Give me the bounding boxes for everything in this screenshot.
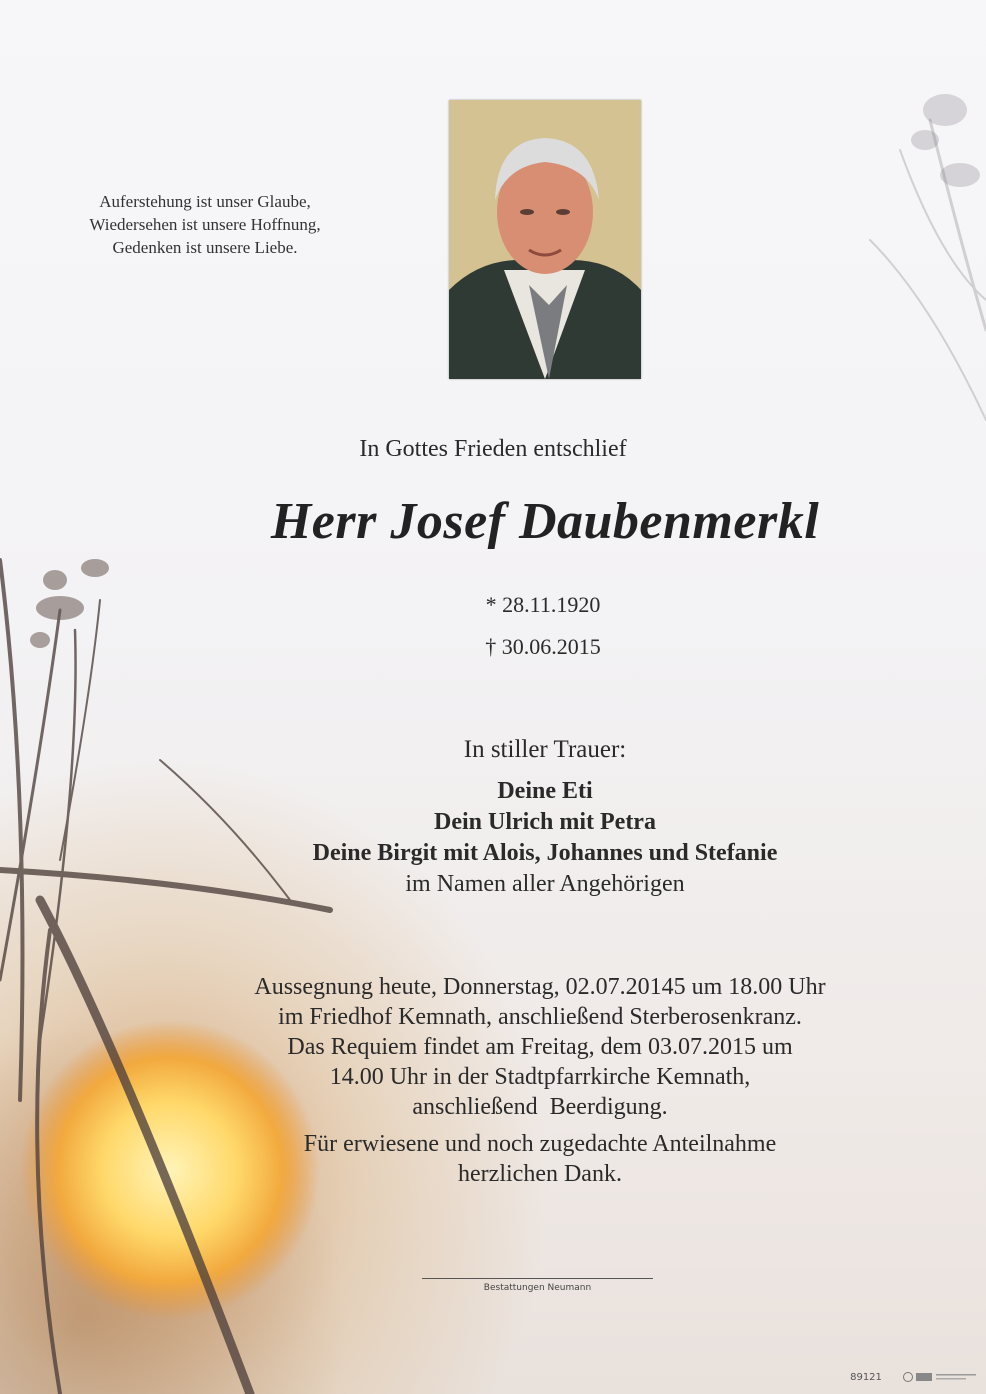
- quote-line: Auferstehung ist unser Glaube,: [99, 192, 311, 211]
- quote-line: Gedenken ist unsere Liebe.: [112, 238, 298, 257]
- portrait-photo: [449, 100, 641, 379]
- service-line: 14.00 Uhr in der Stadtpfarrkirche Kemnath,: [329, 1064, 751, 1090]
- print-code: 89121: [850, 1372, 882, 1383]
- thanks-line: Für erwiesene und noch zugedachte Anteilnahme: [303, 1131, 777, 1157]
- relatives-note: im Namen aller Angehörigen: [405, 871, 685, 897]
- undertaker-name: Bestattungen Neumann: [483, 1283, 592, 1293]
- service-line: anschließend Beerdigung.: [412, 1094, 668, 1120]
- death-date: † 30.06.2015: [485, 634, 601, 659]
- mourner-name: Dein Ulrich mit Petra: [434, 809, 656, 835]
- thanks-text: [0, 1129, 986, 1189]
- quote-line: Wiedersehen ist unsere Hoffnung,: [89, 215, 321, 234]
- service-line: im Friedhof Kemnath, anschließend Sterberosenkranz.: [278, 1004, 802, 1030]
- printer-logo-icon: [902, 1370, 978, 1384]
- signature-divider: [422, 1278, 653, 1279]
- deceased-name: Herr Josef Daubenmerkl: [270, 493, 820, 550]
- thanks-line: herzlichen Dank.: [458, 1161, 622, 1187]
- mourner-name: Deine Eti: [497, 778, 593, 804]
- mourners-list: [0, 776, 986, 900]
- mourning-heading: In stiller Trauer:: [463, 736, 627, 763]
- intro-text: In Gottes Frieden entschlief: [359, 436, 627, 462]
- epigraph-quote: [50, 190, 360, 259]
- service-line: Aussegnung heute, Donnerstag, 02.07.20145 um 18.00 Uhr: [254, 974, 826, 1000]
- mourner-name: Deine Birgit mit Alois, Johannes und Stefanie: [312, 840, 778, 866]
- service-line: Das Requiem findet am Freitag, dem 03.07.2015 um: [287, 1034, 793, 1060]
- birth-date: * 28.11.1920: [485, 592, 601, 617]
- portrait-image: [449, 100, 641, 379]
- service-details: [0, 972, 986, 1122]
